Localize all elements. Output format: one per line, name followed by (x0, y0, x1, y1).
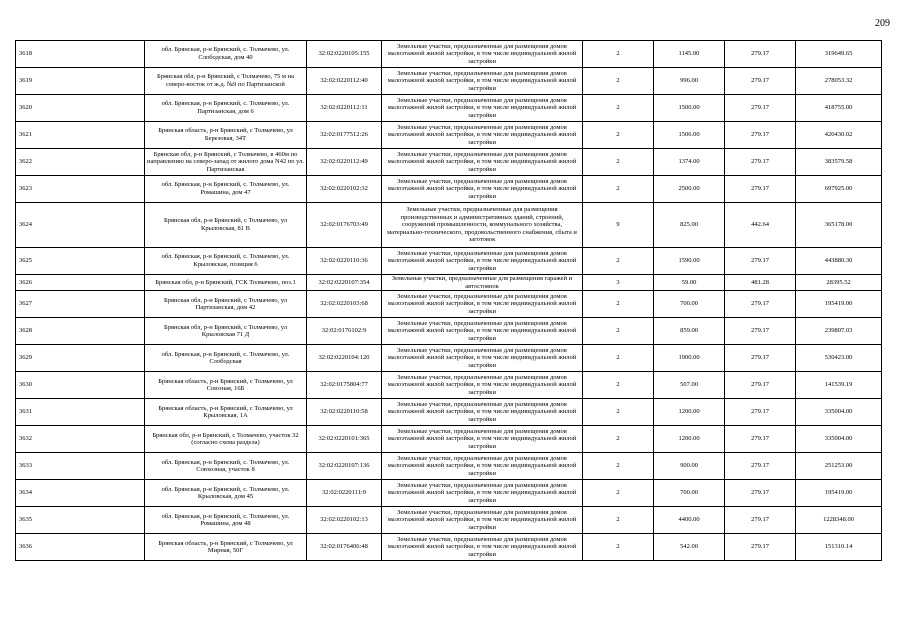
row-number-cell: 3624 (16, 203, 145, 248)
table-row (16, 41, 882, 68)
specific-value-cell: 481.28 (725, 275, 796, 291)
cadastral-value-cell: 335004.00 (796, 399, 882, 426)
address-cell: Брянская обл, р-н Брянский, с Толмачево, 75 м на северо-восток от ж.д. №9 по Партизанской (145, 68, 307, 95)
cadastral-number-cell: 32:02:0176703:49 (307, 203, 382, 248)
cadastral-value-cell: 365178.00 (796, 203, 882, 248)
group-cell: 3 (583, 275, 654, 291)
address-cell: обл. Брянская, р-н Брянский, с. Толмачево, ул. Ромашина, дом 48 (145, 507, 307, 534)
specific-value-cell: 279.17 (725, 68, 796, 95)
land-use-cell: Земельные участки, предназначенные для размещения домов малоэтажной жилой застройки, в том числе индивидуальной жилой застройки (382, 426, 583, 453)
address-cell: обл. Брянская, р-н Брянский, с. Толмачево, ул. Совхозная, участок 8 (145, 453, 307, 480)
address-cell: Брянская область, р-н Брянский, с Толмачево, ул Крыловская, 1А (145, 399, 307, 426)
address-cell: Брянская область, р-н Брянский, с Толмачево, ул Союзная, 16Б (145, 372, 307, 399)
specific-value-cell: 279.17 (725, 372, 796, 399)
land-use-cell: Земельные участки, предназначенные для размещения домов малоэтажной жилой застройки, в том числе индивидуальной жилой застройки (382, 41, 583, 68)
cadastral-value-cell: 195419.00 (796, 480, 882, 507)
area-cell: 1200.00 (654, 399, 725, 426)
group-cell: 2 (583, 149, 654, 176)
group-cell: 2 (583, 95, 654, 122)
area-cell: 700.00 (654, 480, 725, 507)
row-number-cell: 3623 (16, 176, 145, 203)
area-cell: 859.00 (654, 318, 725, 345)
row-number-cell: 3631 (16, 399, 145, 426)
cadastral-number-cell: 32:02:0220103:68 (307, 291, 382, 318)
address-cell: Брянская обл, р-н Брянский, с Толмачево, ул Крыловская, 81 В (145, 203, 307, 248)
cadastral-value-cell: 1228348.00 (796, 507, 882, 534)
specific-value-cell: 279.17 (725, 122, 796, 149)
cadastral-number-cell: 32:02:0220107:354 (307, 275, 382, 291)
group-cell: 2 (583, 480, 654, 507)
address-cell: Брянская обл, р-н Брянский, с Толмачево, ул Крыловская 71 Д (145, 318, 307, 345)
cadastral-value-cell: 383579.58 (796, 149, 882, 176)
specific-value-cell: 442.64 (725, 203, 796, 248)
group-cell: 2 (583, 291, 654, 318)
group-cell: 2 (583, 426, 654, 453)
address-cell: Брянская область, р-н Брянский, с Толмачево, ул Березовая, 34Т (145, 122, 307, 149)
cadastral-table (15, 40, 882, 561)
group-cell: 2 (583, 345, 654, 372)
specific-value-cell: 279.17 (725, 149, 796, 176)
land-use-cell: Земельные участки, предназначенные для размещения домов малоэтажной жилой застройки, в том числе индивидуальной жилой застройки (382, 176, 583, 203)
cadastral-number-cell: 32:02:0220101:365 (307, 426, 382, 453)
specific-value-cell: 279.17 (725, 176, 796, 203)
address-cell: обл. Брянская, р-н Брянский, с. Толмачево, ул. Слободская, дом 40 (145, 41, 307, 68)
address-cell: обл. Брянская, р-н Брянский, с. Толмачево, ул. Слободская (145, 345, 307, 372)
specific-value-cell: 279.17 (725, 534, 796, 561)
area-cell: 700.00 (654, 291, 725, 318)
specific-value-cell: 279.17 (725, 426, 796, 453)
area-cell: 1900.00 (654, 345, 725, 372)
cadastral-value-cell: 319649.65 (796, 41, 882, 68)
land-use-cell: Земельные участки, предназначенные для размещения домов малоэтажной жилой застройки, в том числе индивидуальной жилой застройки (382, 68, 583, 95)
row-number-cell: 3627 (16, 291, 145, 318)
specific-value-cell: 279.17 (725, 345, 796, 372)
address-cell: обл. Брянская, р-н Брянский, с. Толмачево, ул. Крыловская, дом 45 (145, 480, 307, 507)
cadastral-value-cell: 278053.32 (796, 68, 882, 95)
area-cell: 1506.00 (654, 122, 725, 149)
area-cell: 4400.00 (654, 507, 725, 534)
row-number-cell: 3618 (16, 41, 145, 68)
cadastral-value-cell: 195419.00 (796, 291, 882, 318)
group-cell: 9 (583, 203, 654, 248)
specific-value-cell: 279.17 (725, 507, 796, 534)
address-cell: Брянская область, р-н Брянский, с Толмачево, ул Мирная, 50Г (145, 534, 307, 561)
row-number-cell: 3634 (16, 480, 145, 507)
cadastral-value-cell: 151310.14 (796, 534, 882, 561)
specific-value-cell: 279.17 (725, 41, 796, 68)
cadastral-value-cell: 697925.00 (796, 176, 882, 203)
area-cell: 1500.00 (654, 95, 725, 122)
group-cell: 2 (583, 399, 654, 426)
group-cell: 2 (583, 534, 654, 561)
land-use-cell: Земельные участки, предназначенные для размещения домов малоэтажной жилой застройки, в том числе индивидуальной жилой застройки (382, 122, 583, 149)
cadastral-value-cell: 141539.19 (796, 372, 882, 399)
cadastral-number-cell: 32:02:0220107:136 (307, 453, 382, 480)
group-cell: 2 (583, 176, 654, 203)
cadastral-number-cell: 32:02:0220111:9 (307, 480, 382, 507)
table-row (16, 318, 882, 345)
land-use-cell: Земельные участки, предназначенные для размещения домов малоэтажной жилой застройки, в том числе индивидуальной жилой застройки (382, 534, 583, 561)
group-cell: 2 (583, 68, 654, 95)
land-use-cell: Земельные участки, предназначенные для размещения домов малоэтажной жилой застройки, в том числе индивидуальной жилой застройки (382, 507, 583, 534)
cadastral-number-cell: 32:02:0220110:58 (307, 399, 382, 426)
specific-value-cell: 279.17 (725, 291, 796, 318)
cadastral-number-cell: 32:02:0220112:40 (307, 68, 382, 95)
land-use-cell: Земельные участки, предназначенные для размещения домов малоэтажной жилой застройки, в том числе индивидуальной жилой застройки (382, 95, 583, 122)
row-number-cell: 3629 (16, 345, 145, 372)
table-row (16, 453, 882, 480)
area-cell: 507.00 (654, 372, 725, 399)
address-cell: обл. Брянская, р-н Брянский, с. Толмачево, ул. Ромашина, дом 47 (145, 176, 307, 203)
cadastral-number-cell: 32:02:0176406:48 (307, 534, 382, 561)
table-row (16, 291, 882, 318)
area-cell: 825.00 (654, 203, 725, 248)
cadastral-number-cell: 32:02:0220112:49 (307, 149, 382, 176)
land-use-cell: Земельные участки, предназначенные для размещения домов малоэтажной жилой застройки, в том числе индивидуальной жилой застройки (382, 149, 583, 176)
page-number: 209 (875, 18, 890, 29)
cadastral-number-cell: 32:02:0220110:36 (307, 248, 382, 275)
row-number-cell: 3619 (16, 68, 145, 95)
table-row (16, 345, 882, 372)
address-cell: обл. Брянская, р-н Брянский, с. Толмачево, ул. Партизанская, дом 6 (145, 95, 307, 122)
specific-value-cell: 279.17 (725, 453, 796, 480)
cadastral-number-cell: 32:02:0220105:155 (307, 41, 382, 68)
land-use-cell: Земельные участки, предназначенные для размещения производственных и административных зданий, строений, сооружений промышленности, коммунального хозяйства, материально-технического, продовольственного снабжения, сбыта и заготовок (382, 203, 583, 248)
area-cell: 1590.00 (654, 248, 725, 275)
row-number-cell: 3628 (16, 318, 145, 345)
cadastral-value-cell: 239807.03 (796, 318, 882, 345)
row-number-cell: 3626 (16, 275, 145, 291)
area-cell: 996.00 (654, 68, 725, 95)
cadastral-number-cell: 32:02:0220104:120 (307, 345, 382, 372)
area-cell: 1374.00 (654, 149, 725, 176)
land-use-cell: Земельные участки, предназначенные для размещения гаражей и автостоянок (382, 275, 583, 291)
table-row (16, 480, 882, 507)
row-number-cell: 3633 (16, 453, 145, 480)
land-use-cell: Земельные участки, предназначенные для размещения домов малоэтажной жилой застройки, в том числе индивидуальной жилой застройки (382, 248, 583, 275)
table-row (16, 68, 882, 95)
area-cell: 1200.00 (654, 426, 725, 453)
area-cell: 542.00 (654, 534, 725, 561)
cadastral-number-cell: 32:02:0176102:9 (307, 318, 382, 345)
land-use-cell: Земельные участки, предназначенные для размещения домов малоэтажной жилой застройки, в том числе индивидуальной жилой застройки (382, 345, 583, 372)
address-cell: Брянская обл, р-н Брянский, с Толмачево, в 460м по направлению на северо-запад от жилого дома N42 по ул. Партизанская (145, 149, 307, 176)
cadastral-value-cell: 251253.00 (796, 453, 882, 480)
row-number-cell: 3622 (16, 149, 145, 176)
row-number-cell: 3636 (16, 534, 145, 561)
table-row (16, 275, 882, 291)
area-cell: 59.00 (654, 275, 725, 291)
row-number-cell: 3620 (16, 95, 145, 122)
cadastral-value-cell: 335004.00 (796, 426, 882, 453)
land-use-cell: Земельные участки, предназначенные для размещения домов малоэтажной жилой застройки, в том числе индивидуальной жилой застройки (382, 372, 583, 399)
specific-value-cell: 279.17 (725, 318, 796, 345)
row-number-cell: 3621 (16, 122, 145, 149)
land-use-cell: Земельные участки, предназначенные для размещения домов малоэтажной жилой застройки, в том числе индивидуальной жилой застройки (382, 480, 583, 507)
group-cell: 2 (583, 318, 654, 345)
land-use-cell: Земельные участки, предназначенные для размещения домов малоэтажной жилой застройки, в том числе индивидуальной жилой застройки (382, 453, 583, 480)
table-row (16, 372, 882, 399)
table-row (16, 95, 882, 122)
cadastral-value-cell: 530423.00 (796, 345, 882, 372)
land-use-cell: Земельные участки, предназначенные для размещения домов малоэтажной жилой застройки, в том числе индивидуальной жилой застройки (382, 399, 583, 426)
area-cell: 2500.00 (654, 176, 725, 203)
table-row (16, 426, 882, 453)
area-cell: 900.00 (654, 453, 725, 480)
land-use-cell: Земельные участки, предназначенные для размещения домов малоэтажной жилой застройки, в том числе индивидуальной жилой застройки (382, 318, 583, 345)
cadastral-value-cell: 28395.52 (796, 275, 882, 291)
table-row (16, 149, 882, 176)
table-row (16, 176, 882, 203)
address-cell: обл. Брянская, р-н Брянский, с. Толмачево, ул. Крыловская, позиция 6 (145, 248, 307, 275)
land-use-cell: Земельные участки, предназначенные для размещения домов малоэтажной жилой застройки, в том числе индивидуальной жилой застройки (382, 291, 583, 318)
address-cell: Брянская обл, р-н Брянский, ГСК Толмачево, поз.1 (145, 275, 307, 291)
row-number-cell: 3632 (16, 426, 145, 453)
cadastral-value-cell: 420430.02 (796, 122, 882, 149)
area-cell: 1145.00 (654, 41, 725, 68)
row-number-cell: 3630 (16, 372, 145, 399)
table-row (16, 248, 882, 275)
cadastral-number-cell: 32:02:0220102:13 (307, 507, 382, 534)
table-row (16, 399, 882, 426)
group-cell: 2 (583, 372, 654, 399)
address-cell: Брянская обл, р-н Брянский, с Толмачево, ул Партизанская, дом 42 (145, 291, 307, 318)
cadastral-value-cell: 443880.30 (796, 248, 882, 275)
cadastral-number-cell: 32:02:0220102:32 (307, 176, 382, 203)
group-cell: 2 (583, 453, 654, 480)
group-cell: 2 (583, 122, 654, 149)
specific-value-cell: 279.17 (725, 480, 796, 507)
row-number-cell: 3635 (16, 507, 145, 534)
cadastral-number-cell: 32:02:0177512:26 (307, 122, 382, 149)
group-cell: 2 (583, 41, 654, 68)
table-row (16, 507, 882, 534)
table-row (16, 203, 882, 248)
table-row (16, 122, 882, 149)
row-number-cell: 3625 (16, 248, 145, 275)
address-cell: Брянская обл, р-н Брянский, с Толмачево, участок 32 (согласно схема раздела) (145, 426, 307, 453)
group-cell: 2 (583, 248, 654, 275)
table-row (16, 534, 882, 561)
specific-value-cell: 279.17 (725, 248, 796, 275)
specific-value-cell: 279.17 (725, 399, 796, 426)
cadastral-value-cell: 418755.00 (796, 95, 882, 122)
group-cell: 2 (583, 507, 654, 534)
cadastral-number-cell: 32:02:0220112:11 (307, 95, 382, 122)
cadastral-number-cell: 32:02:0175804:77 (307, 372, 382, 399)
specific-value-cell: 279.17 (725, 95, 796, 122)
